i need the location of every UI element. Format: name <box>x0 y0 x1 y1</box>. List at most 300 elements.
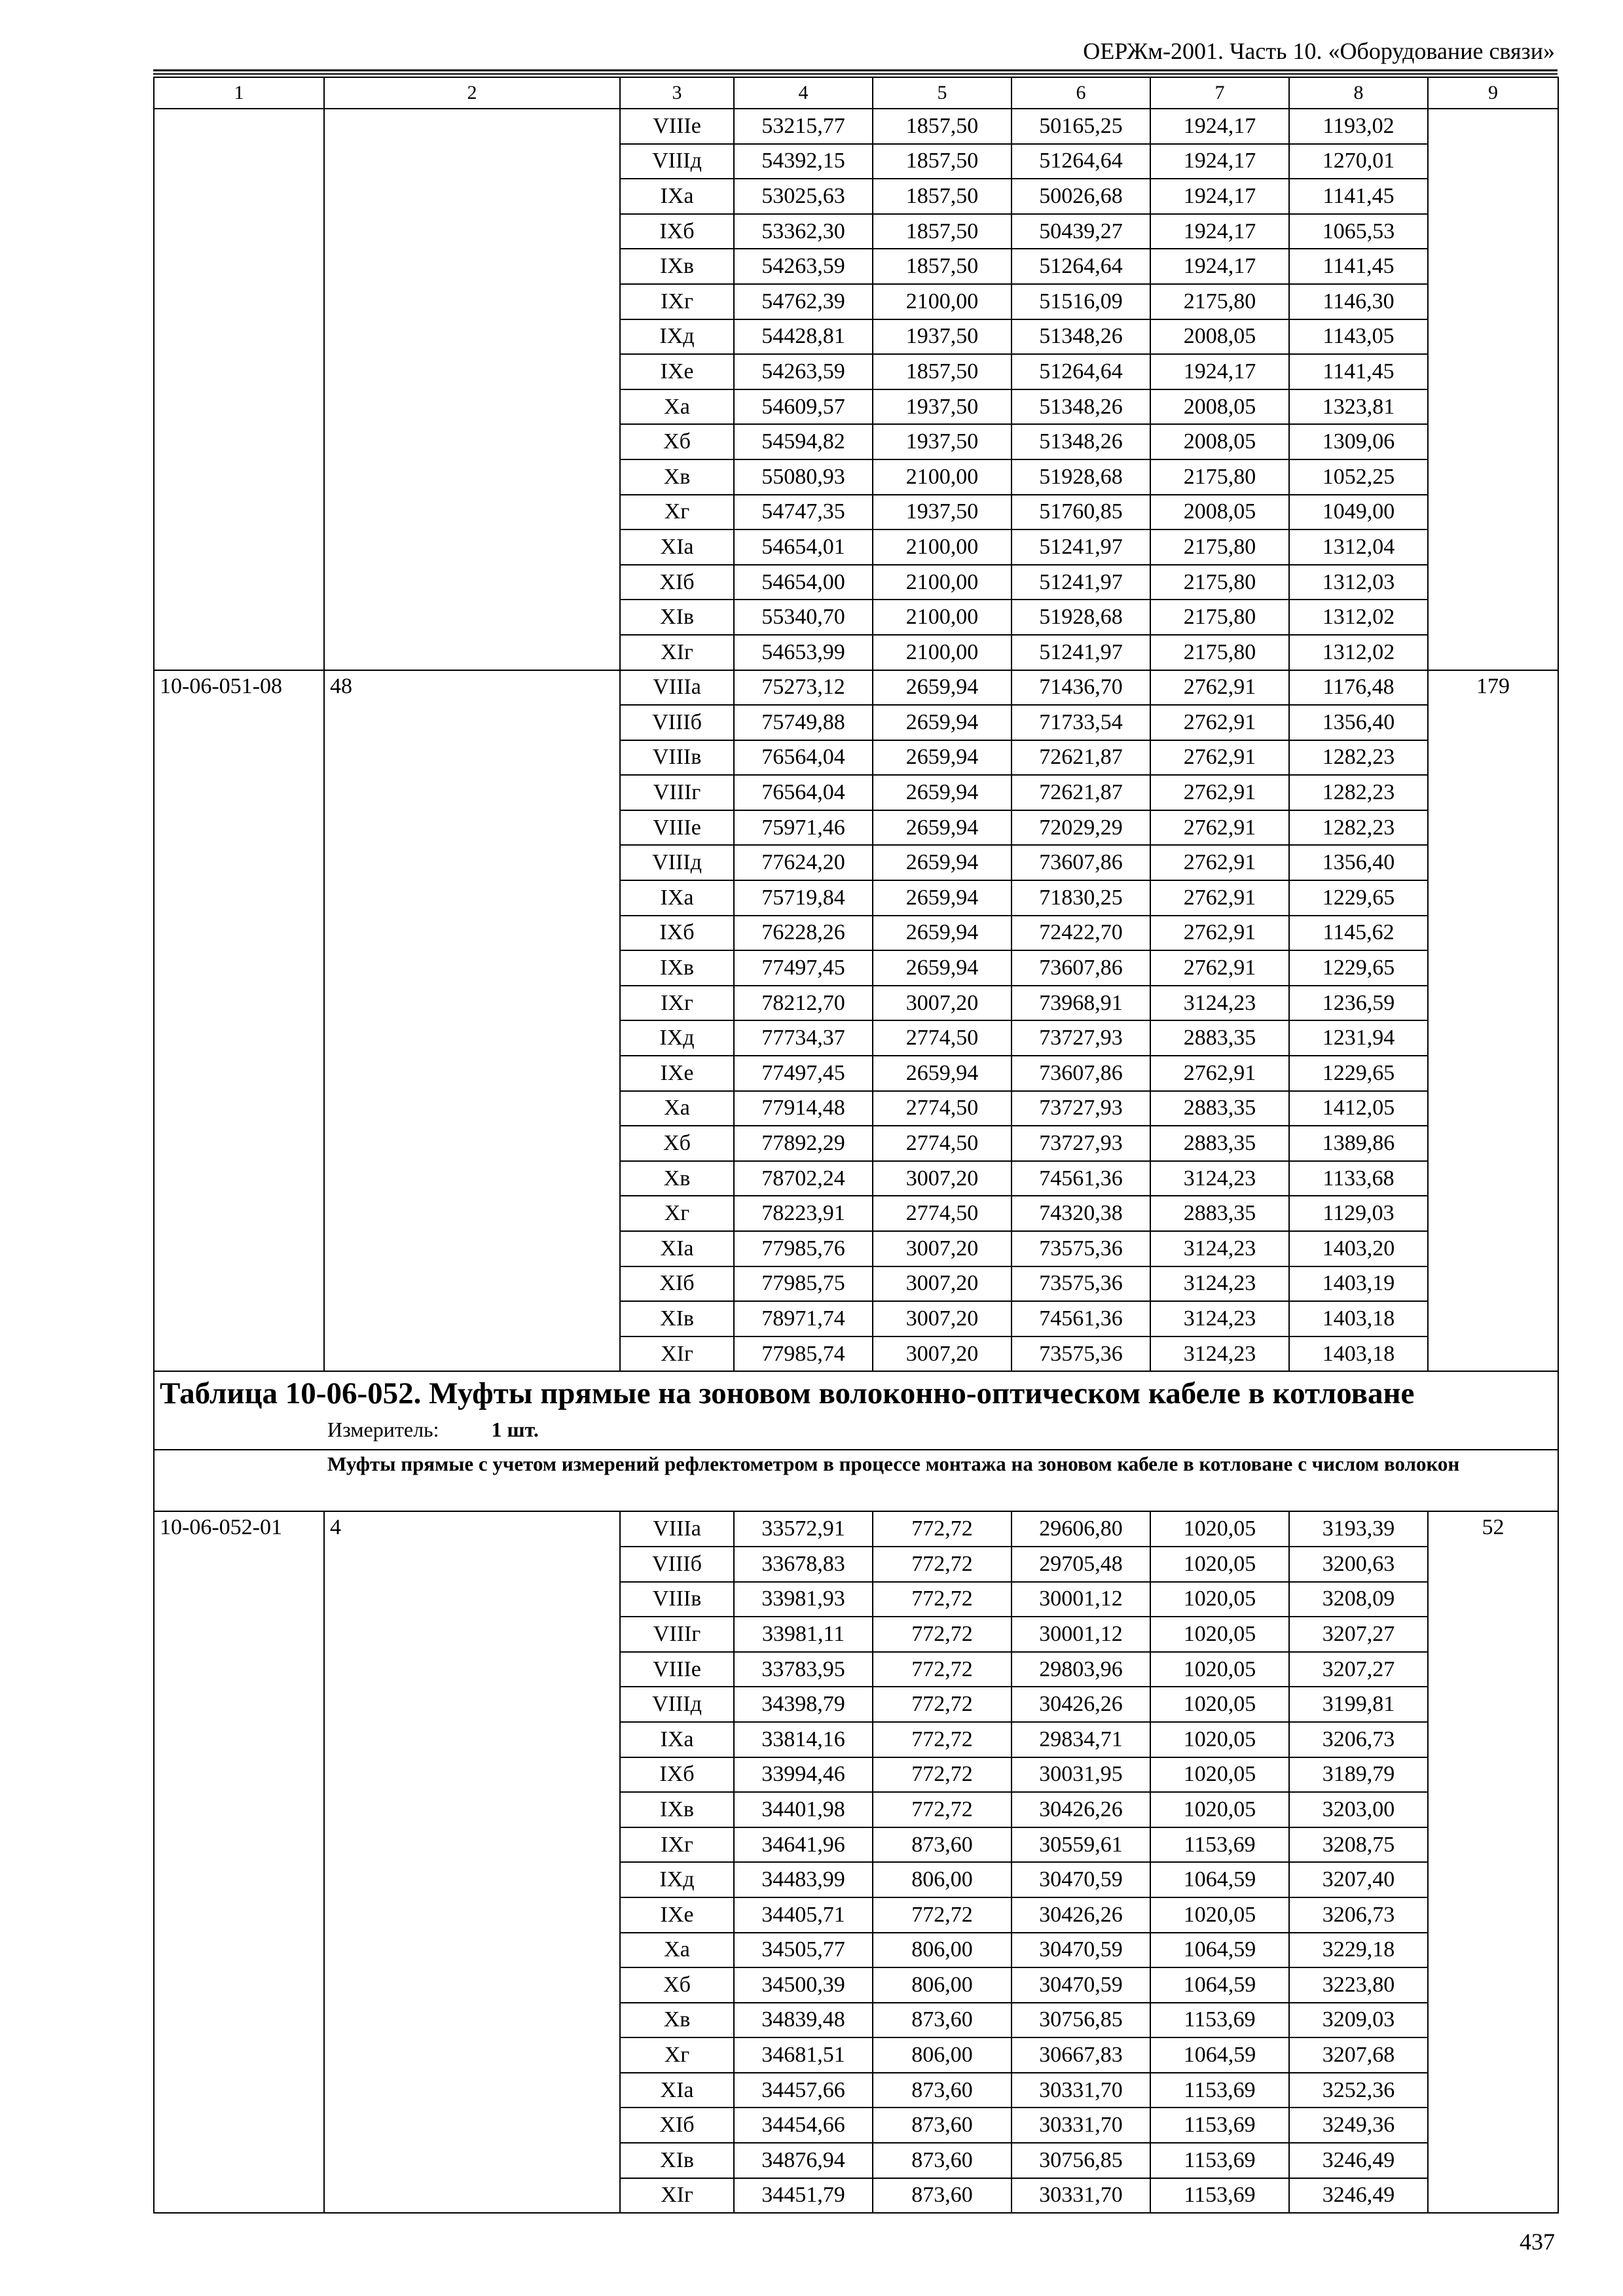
table-cell: 1020,05 <box>1150 1897 1289 1933</box>
table-cell: 34457,66 <box>734 2073 873 2108</box>
table-cell: 34681,51 <box>734 2037 873 2073</box>
table-cell: 2762,91 <box>1150 845 1289 880</box>
work-description: Муфты прямые с учетом измерений рефлектометром в процессе монтажа на зоновом кабеле в котловане с числом волокон <box>327 1452 1460 1476</box>
table-cell: 29834,71 <box>1012 1722 1150 1757</box>
table-cell: 2762,91 <box>1150 775 1289 810</box>
table-cell: IXв <box>620 249 734 284</box>
table-cell: 34505,77 <box>734 1933 873 1968</box>
table-cell: 1049,00 <box>1289 495 1428 530</box>
table-cell: VIIIа <box>620 1511 734 1547</box>
column-header: 7 <box>1150 77 1289 109</box>
table-cell: 2659,94 <box>873 705 1012 740</box>
table-cell: 2659,94 <box>873 775 1012 810</box>
table-cell: 72621,87 <box>1012 775 1150 810</box>
table-cell: 1857,50 <box>873 179 1012 214</box>
table-cell: 34454,66 <box>734 2108 873 2143</box>
column-header: 4 <box>734 77 873 109</box>
table-cell: 3124,23 <box>1150 1266 1289 1302</box>
table-cell: 3252,36 <box>1289 2073 1428 2108</box>
table-cell: 54594,82 <box>734 424 873 459</box>
table-cell: XIб <box>620 2108 734 2143</box>
table-cell: 772,72 <box>873 1511 1012 1547</box>
table-cell: 1141,45 <box>1289 249 1428 284</box>
table-cell: 77985,76 <box>734 1231 873 1266</box>
table-cell: 77497,45 <box>734 1056 873 1091</box>
table-cell: 2762,91 <box>1150 705 1289 740</box>
table-cell: 1282,23 <box>1289 740 1428 776</box>
table-title-row <box>154 1371 1558 1450</box>
table-cell: 2100,00 <box>873 565 1012 600</box>
table-cell: 772,72 <box>873 1722 1012 1757</box>
table-cell: 34401,98 <box>734 1792 873 1827</box>
table-cell: 73968,91 <box>1012 986 1150 1021</box>
table-cell: 54609,57 <box>734 389 873 425</box>
table-cell: 77914,48 <box>734 1091 873 1126</box>
table-cell: 54392,15 <box>734 144 873 179</box>
table-cell: 54762,39 <box>734 284 873 319</box>
table-cell: 1129,03 <box>1289 1196 1428 1231</box>
table-cell: 3246,49 <box>1289 2143 1428 2178</box>
table-cell: 30331,70 <box>1012 2108 1150 2143</box>
table-cell: 1412,05 <box>1289 1091 1428 1126</box>
table-cell: IXа <box>620 880 734 916</box>
table-cell: 1857,50 <box>873 144 1012 179</box>
table-cell: 76564,04 <box>734 775 873 810</box>
table-cell: 30470,59 <box>1012 1967 1150 2003</box>
table-cell: Xб <box>620 424 734 459</box>
table-cell: 1924,17 <box>1150 109 1289 144</box>
table-cell: 1389,86 <box>1289 1126 1428 1161</box>
table-cell: 53025,63 <box>734 179 873 214</box>
table-cell: 73607,86 <box>1012 845 1150 880</box>
table-cell: 1236,59 <box>1289 986 1428 1021</box>
table-cell: 1020,05 <box>1150 1582 1289 1617</box>
table-cell: 2100,00 <box>873 635 1012 670</box>
table-cell: 51928,68 <box>1012 600 1150 635</box>
header-rule <box>153 69 1558 71</box>
table-cell: 1020,05 <box>1150 1792 1289 1827</box>
col9-value <box>1428 109 1558 670</box>
table-cell: 34451,79 <box>734 2178 873 2214</box>
table-cell: 54263,59 <box>734 354 873 389</box>
table-cell: 3209,03 <box>1289 2003 1428 2038</box>
table-cell: 1937,50 <box>873 495 1012 530</box>
table-cell: VIIIв <box>620 1582 734 1617</box>
table-cell: 73575,36 <box>1012 1231 1150 1266</box>
table-cell: 1153,69 <box>1150 2073 1289 2108</box>
table-cell: 30426,26 <box>1012 1687 1150 1722</box>
table-cell: 30426,26 <box>1012 1897 1150 1933</box>
table-cell: 34398,79 <box>734 1687 873 1722</box>
table-cell: 51264,64 <box>1012 354 1150 389</box>
table-cell: 1064,59 <box>1150 2037 1289 2073</box>
table-cell: 772,72 <box>873 1652 1012 1687</box>
table-cell: VIIIе <box>620 810 734 846</box>
table-cell: 78223,91 <box>734 1196 873 1231</box>
table-cell: 1312,03 <box>1289 565 1428 600</box>
table-cell: 1356,40 <box>1289 705 1428 740</box>
table-cell: 1153,69 <box>1150 1827 1289 1863</box>
table-cell: 1065,53 <box>1289 214 1428 249</box>
table-cell: 2774,50 <box>873 1091 1012 1126</box>
table-cell: 2659,94 <box>873 845 1012 880</box>
table-cell: 55080,93 <box>734 459 873 495</box>
table-cell: 2100,00 <box>873 459 1012 495</box>
table-cell: IXа <box>620 179 734 214</box>
table-cell: IXб <box>620 1757 734 1793</box>
table-cell: 76564,04 <box>734 740 873 776</box>
table-cell: 2774,50 <box>873 1126 1012 1161</box>
table-cell: 2175,80 <box>1150 600 1289 635</box>
table-cell: IXг <box>620 284 734 319</box>
table-cell: 1052,25 <box>1289 459 1428 495</box>
table-cell: 30756,85 <box>1012 2143 1150 2178</box>
table-cell: 74561,36 <box>1012 1301 1150 1336</box>
table-cell: 77892,29 <box>734 1126 873 1161</box>
column-header: 3 <box>620 77 734 109</box>
table-cell: 3208,09 <box>1289 1582 1428 1617</box>
column-header: 5 <box>873 77 1012 109</box>
table-cell: IXд <box>620 319 734 355</box>
table-cell: 73727,93 <box>1012 1126 1150 1161</box>
table-cell: 873,60 <box>873 2143 1012 2178</box>
table-cell: 73575,36 <box>1012 1336 1150 1372</box>
table-cell: VIIIд <box>620 845 734 880</box>
table-cell: 1064,59 <box>1150 1933 1289 1968</box>
table-cell: 34405,71 <box>734 1897 873 1933</box>
table-cell: 54428,81 <box>734 319 873 355</box>
table-row <box>154 1511 1558 1547</box>
table-cell: 53215,77 <box>734 109 873 144</box>
table-cell: XIг <box>620 2178 734 2214</box>
table-cell: 51241,97 <box>1012 529 1150 565</box>
table-cell: 2883,35 <box>1150 1126 1289 1161</box>
fiber-count: 4 <box>324 1511 620 2213</box>
table-cell: 75971,46 <box>734 810 873 846</box>
table-cell: 30426,26 <box>1012 1792 1150 1827</box>
table-cell: 51264,64 <box>1012 249 1150 284</box>
table-row <box>154 670 1558 706</box>
table-cell: 1133,68 <box>1289 1161 1428 1196</box>
table-cell: 772,72 <box>873 1757 1012 1793</box>
table-cell: 72422,70 <box>1012 916 1150 951</box>
table-cell: 772,72 <box>873 1617 1012 1652</box>
table-cell: 3206,73 <box>1289 1897 1428 1933</box>
description-row <box>154 1450 1558 1511</box>
table-cell: 33994,46 <box>734 1757 873 1793</box>
table-cell: 772,72 <box>873 1897 1012 1933</box>
table-cell: 1403,20 <box>1289 1231 1428 1266</box>
table-cell: 2762,91 <box>1150 916 1289 951</box>
table-cell: 873,60 <box>873 2003 1012 2038</box>
fiber-count <box>324 109 620 670</box>
table-cell: XIв <box>620 2143 734 2178</box>
table-cell: 1924,17 <box>1150 214 1289 249</box>
table-cell: 2762,91 <box>1150 740 1289 776</box>
table-cell: VIIIе <box>620 1652 734 1687</box>
table-cell: 34876,94 <box>734 2143 873 2178</box>
table-cell: 77497,45 <box>734 950 873 986</box>
table-cell: 806,00 <box>873 1862 1012 1897</box>
table-cell: 29606,80 <box>1012 1511 1150 1547</box>
table-cell: 806,00 <box>873 1933 1012 1968</box>
table-cell: XIв <box>620 600 734 635</box>
table-cell: 1924,17 <box>1150 179 1289 214</box>
table-cell: 71436,70 <box>1012 670 1150 706</box>
table-cell: 30756,85 <box>1012 2003 1150 2038</box>
table-cell: 1924,17 <box>1150 144 1289 179</box>
table-cell: 3199,81 <box>1289 1687 1428 1722</box>
page-number: 437 <box>1520 2229 1555 2255</box>
column-number-row <box>154 77 1558 109</box>
table-cell: 772,72 <box>873 1547 1012 1582</box>
table-cell: 55340,70 <box>734 600 873 635</box>
table-cell: 1403,19 <box>1289 1266 1428 1302</box>
col9-value: 179 <box>1428 670 1558 1372</box>
table-cell: 1153,69 <box>1150 2178 1289 2214</box>
table-cell: 54654,01 <box>734 529 873 565</box>
table-cell: 1282,23 <box>1289 775 1428 810</box>
table-cell: 3007,20 <box>873 1301 1012 1336</box>
table-cell: 71733,54 <box>1012 705 1150 740</box>
table-cell: 3007,20 <box>873 1336 1012 1372</box>
table-title: Таблица 10-06-052. Муфты прямые на зоновом волоконно-оптическом кабеле в котловане <box>160 1376 1415 1411</box>
table-cell: 3124,23 <box>1150 1231 1289 1266</box>
table-cell: 2659,94 <box>873 670 1012 706</box>
table-cell: 3207,27 <box>1289 1652 1428 1687</box>
table-cell: 78702,24 <box>734 1161 873 1196</box>
table-cell: 1020,05 <box>1150 1687 1289 1722</box>
rate-code: 10-06-051-08 <box>154 670 324 1372</box>
column-header: 9 <box>1428 77 1558 109</box>
table-cell: 873,60 <box>873 2073 1012 2108</box>
table-cell: Xв <box>620 2003 734 2038</box>
table-cell: 2008,05 <box>1150 495 1289 530</box>
table-cell: XIа <box>620 1231 734 1266</box>
table-cell: 75719,84 <box>734 880 873 916</box>
table-cell: VIIIд <box>620 144 734 179</box>
table-cell: 51516,09 <box>1012 284 1150 319</box>
table-cell: 73607,86 <box>1012 950 1150 986</box>
table-cell: 30001,12 <box>1012 1617 1150 1652</box>
table-cell: 30331,70 <box>1012 2178 1150 2214</box>
table-cell: 2175,80 <box>1150 459 1289 495</box>
table-cell: 2100,00 <box>873 284 1012 319</box>
table-cell: 1857,50 <box>873 354 1012 389</box>
table-cell: 34483,99 <box>734 1862 873 1897</box>
table-cell: 33981,11 <box>734 1617 873 1652</box>
table-cell: 2762,91 <box>1150 810 1289 846</box>
table-cell: 1323,81 <box>1289 389 1428 425</box>
column-header: 2 <box>324 77 620 109</box>
table-cell: 2883,35 <box>1150 1091 1289 1126</box>
table-cell: 33814,16 <box>734 1722 873 1757</box>
table-cell: 30559,61 <box>1012 1827 1150 1863</box>
table-cell: 34839,48 <box>734 2003 873 2038</box>
table-cell: 1020,05 <box>1150 1757 1289 1793</box>
column-header: 6 <box>1012 77 1150 109</box>
table-cell: 1141,45 <box>1289 179 1428 214</box>
table-cell: 75749,88 <box>734 705 873 740</box>
table-cell: 1403,18 <box>1289 1301 1428 1336</box>
table-cell: VIIIв <box>620 740 734 776</box>
table-cell: 51241,97 <box>1012 635 1150 670</box>
table-cell: 2762,91 <box>1150 880 1289 916</box>
table-cell: 33572,91 <box>734 1511 873 1547</box>
table-cell: IXб <box>620 916 734 951</box>
table-cell: 33981,93 <box>734 1582 873 1617</box>
table-cell: 72621,87 <box>1012 740 1150 776</box>
table-cell: 3229,18 <box>1289 1933 1428 1968</box>
table-cell: Xа <box>620 1933 734 1968</box>
table-cell: 1020,05 <box>1150 1547 1289 1582</box>
table-cell: 30667,83 <box>1012 2037 1150 2073</box>
unit-value: 1 шт. <box>491 1418 539 1442</box>
table-cell: 2883,35 <box>1150 1196 1289 1231</box>
table-cell: 1064,59 <box>1150 1967 1289 2003</box>
table-cell: IXе <box>620 354 734 389</box>
table-cell: XIб <box>620 1266 734 1302</box>
rate-code: 10-06-052-01 <box>154 1511 324 2213</box>
table-cell: 51348,26 <box>1012 389 1150 425</box>
table-cell: 2100,00 <box>873 600 1012 635</box>
table-cell: 34500,39 <box>734 1967 873 2003</box>
table-cell: IXе <box>620 1897 734 1933</box>
table-cell: 30001,12 <box>1012 1582 1150 1617</box>
table-cell: 1857,50 <box>873 214 1012 249</box>
table-cell: 1193,02 <box>1289 109 1428 144</box>
header-rule-thin <box>153 73 1558 75</box>
table-cell: 1146,30 <box>1289 284 1428 319</box>
table-cell: 3223,80 <box>1289 1967 1428 2003</box>
table-cell: 1282,23 <box>1289 810 1428 846</box>
table-cell: Xа <box>620 389 734 425</box>
table-cell: VIIIа <box>620 670 734 706</box>
table-cell: 77624,20 <box>734 845 873 880</box>
table-cell: 3207,27 <box>1289 1617 1428 1652</box>
table-cell: 1020,05 <box>1150 1617 1289 1652</box>
table-cell: IXд <box>620 1020 734 1056</box>
table-cell: 1176,48 <box>1289 670 1428 706</box>
table-cell: Xг <box>620 495 734 530</box>
table-cell: 73575,36 <box>1012 1266 1150 1302</box>
table-cell: 74320,38 <box>1012 1196 1150 1231</box>
rate-code <box>154 109 324 670</box>
table-cell: 75273,12 <box>734 670 873 706</box>
table-cell: IXд <box>620 1862 734 1897</box>
unit-label: Измеритель: <box>327 1418 439 1442</box>
table-cell: 3007,20 <box>873 1231 1012 1266</box>
table-cell: 1153,69 <box>1150 2003 1289 2038</box>
table-cell: 1270,01 <box>1289 144 1428 179</box>
table-cell: 1312,02 <box>1289 635 1428 670</box>
table-cell: 3207,68 <box>1289 2037 1428 2073</box>
table-cell: 3246,49 <box>1289 2178 1428 2214</box>
table-cell: 2175,80 <box>1150 529 1289 565</box>
table-cell: 51928,68 <box>1012 459 1150 495</box>
table-cell: 1309,06 <box>1289 424 1428 459</box>
table-cell: 54654,00 <box>734 565 873 600</box>
table-cell: 1356,40 <box>1289 845 1428 880</box>
table-cell: VIIIе <box>620 109 734 144</box>
table-cell: 54653,99 <box>734 635 873 670</box>
table-cell: 1312,02 <box>1289 600 1428 635</box>
table-cell: IXа <box>620 1722 734 1757</box>
table-cell: 806,00 <box>873 1967 1012 2003</box>
table-cell: 2659,94 <box>873 740 1012 776</box>
table-cell: 50165,25 <box>1012 109 1150 144</box>
table-cell: 1924,17 <box>1150 249 1289 284</box>
table-cell: 54263,59 <box>734 249 873 284</box>
table-cell: 1229,65 <box>1289 880 1428 916</box>
table-cell: 2659,94 <box>873 950 1012 986</box>
table-cell: IXе <box>620 1056 734 1091</box>
table-cell: 3193,39 <box>1289 1511 1428 1547</box>
table-cell: Xв <box>620 459 734 495</box>
table-cell: VIIIб <box>620 705 734 740</box>
table-cell: 1857,50 <box>873 109 1012 144</box>
table-cell: 33678,83 <box>734 1547 873 1582</box>
table-cell: 2659,94 <box>873 880 1012 916</box>
table-cell: 3200,63 <box>1289 1547 1428 1582</box>
table-cell: Xб <box>620 1126 734 1161</box>
table-cell: 873,60 <box>873 2108 1012 2143</box>
table-cell: 873,60 <box>873 1827 1012 1863</box>
table-cell: XIб <box>620 565 734 600</box>
table-cell: 73607,86 <box>1012 1056 1150 1091</box>
table-cell: 3206,73 <box>1289 1722 1428 1757</box>
table-cell: 71830,25 <box>1012 880 1150 916</box>
table-cell: IXв <box>620 1792 734 1827</box>
table-cell: 2175,80 <box>1150 635 1289 670</box>
table-cell: XIа <box>620 2073 734 2108</box>
table-cell: XIв <box>620 1301 734 1336</box>
table-cell: 30470,59 <box>1012 1933 1150 1968</box>
table-cell: 1020,05 <box>1150 1652 1289 1687</box>
table-cell: 1229,65 <box>1289 1056 1428 1091</box>
table-cell: 2659,94 <box>873 916 1012 951</box>
running-header: ОЕРЖм-2001. Часть 10. «Оборудование связи» <box>1083 38 1555 64</box>
table-cell: 1229,65 <box>1289 950 1428 986</box>
table-cell: 3124,23 <box>1150 1301 1289 1336</box>
table-cell: 3124,23 <box>1150 1161 1289 1196</box>
table-cell: 3124,23 <box>1150 1336 1289 1372</box>
table-cell: Xв <box>620 1161 734 1196</box>
table-cell: 1020,05 <box>1150 1722 1289 1757</box>
table-cell: 51264,64 <box>1012 144 1150 179</box>
table-cell: 772,72 <box>873 1687 1012 1722</box>
table-title-cell <box>154 1371 1558 1450</box>
table-cell: 3189,79 <box>1289 1757 1428 1793</box>
table-cell: 50026,68 <box>1012 179 1150 214</box>
table-cell: VIIIг <box>620 1617 734 1652</box>
column-header: 8 <box>1289 77 1428 109</box>
table-cell: 2774,50 <box>873 1020 1012 1056</box>
table-cell: 73727,93 <box>1012 1020 1150 1056</box>
table-cell: 873,60 <box>873 2178 1012 2214</box>
table-cell: IXб <box>620 214 734 249</box>
table-row <box>154 109 1558 144</box>
description-cell <box>154 1450 1558 1511</box>
table-cell: 78971,74 <box>734 1301 873 1336</box>
table-cell: VIIIг <box>620 775 734 810</box>
table-cell: 51348,26 <box>1012 424 1150 459</box>
table-cell: 2175,80 <box>1150 284 1289 319</box>
table-cell: 3007,20 <box>873 986 1012 1021</box>
table-cell: 2762,91 <box>1150 1056 1289 1091</box>
table-cell: 77734,37 <box>734 1020 873 1056</box>
table-cell: 2774,50 <box>873 1196 1012 1231</box>
